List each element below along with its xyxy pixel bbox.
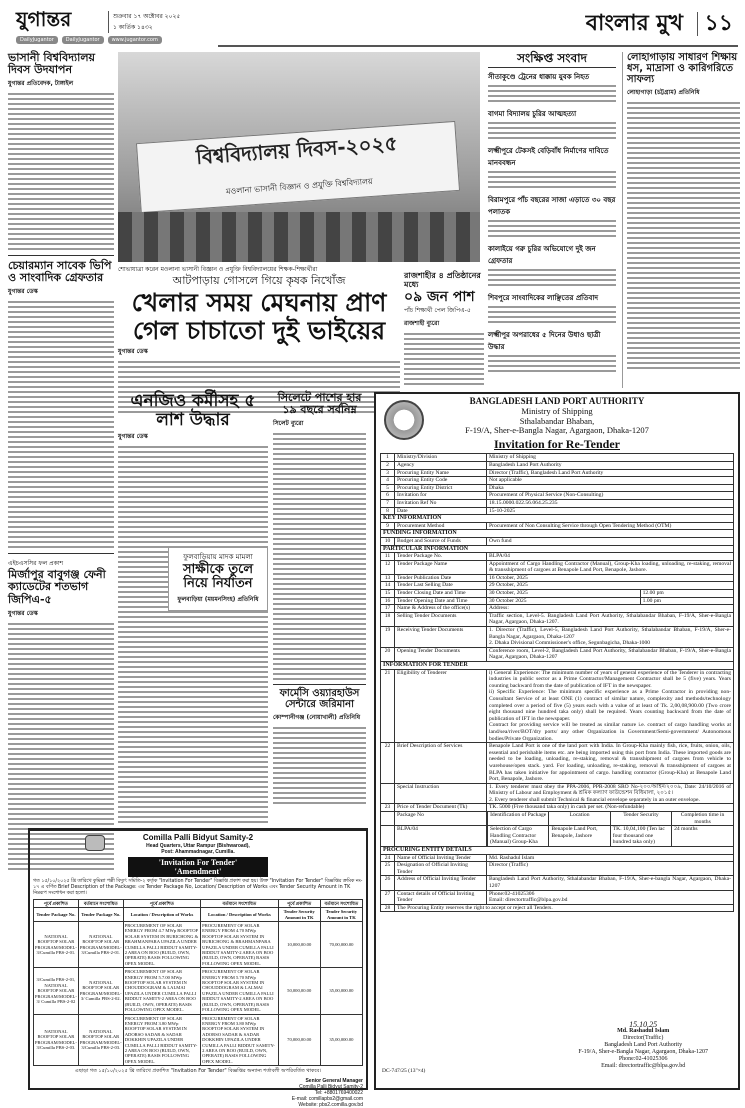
table-cell: 70,00,000.00 <box>320 922 362 968</box>
package-cell: BLPA/04 <box>395 826 487 847</box>
brief-headline: সীতাকুণ্ডে ট্রেনের ধাক্কায় যুবক নিহত <box>488 73 590 82</box>
table-cell: NATIONAL ROOFTOP SOLAR PROGRAM/MODEL-3/Cumilla PBS-2-03. <box>34 1014 79 1066</box>
row-value: Procurement of Non Consulting Service through Open Tendering Method (OTM) <box>487 522 734 530</box>
table-row <box>381 553 734 561</box>
row-label: Tender Closing Date and Time <box>395 590 487 598</box>
lead-kicker: আটপাড়ায় গোসলে গিয়ে কৃষক নিখোঁজ <box>172 274 346 287</box>
package-subtable <box>487 812 733 825</box>
row-label: Designation of Official Inviting Tender <box>395 862 487 876</box>
brief-item <box>488 145 616 191</box>
notice-title: Invitation for Re-Tender <box>494 437 620 452</box>
row-label: Tender Opening Date and Time <box>395 597 487 605</box>
row-number: 10 <box>381 537 395 545</box>
row-label: Ministry/Division <box>395 454 487 462</box>
row-label: Invitation Ref No <box>395 499 487 507</box>
row-value: 1. Director (Traffic), Level-5, Bangladesh Land Port Authority, Sthalabandar Bhaban, F-19/A, Sher-e-Bangla Nagar, Agargaon, Dhaka-1207 2. Dhaka Divisional Commissioner's office, Segunbagicha, Dhaka-1000 <box>487 627 734 648</box>
brief-list <box>488 71 616 375</box>
row-label: Procurement Method <box>395 522 487 530</box>
package-cell: Identification of Package <box>488 812 549 825</box>
story-body <box>273 431 366 681</box>
column-header: Location / Description of Works <box>123 908 200 922</box>
row-label: Price of Tender Document (Tk) <box>395 804 487 812</box>
address: Post: Ahammadnagar, Cumilla. <box>161 848 235 855</box>
byline: ফুলবাড়িয়া (ময়মনসিংহ) প্রতিনিধি <box>177 595 259 603</box>
group-header: পূর্বে প্রকাশিত <box>278 899 320 907</box>
signature-block <box>578 1021 708 1070</box>
table-row <box>381 876 734 890</box>
column-header: Location / Description of Works <box>201 908 278 922</box>
signatory-line: Tel: +8801769400022 <box>314 1090 363 1097</box>
brief-headline: শিবপুরে সাংবাদিকের লাঞ্ছিতের প্রতিবাদ <box>488 294 599 303</box>
witness-story <box>168 547 268 611</box>
row-number: 25 <box>381 862 395 876</box>
row-number: 28 <box>381 904 395 912</box>
brief-body <box>488 304 616 326</box>
story-title: লোহাগাড়ায় সাধারণ শিক্ষায় ধস, মাদ্রাসা ও কারিগরিতে সাফল্য <box>627 52 738 85</box>
row-value: 1. Every tenderer must obey the PPA-2006, PPR-2008 SRO No-২০০/আইন/২০০৯, Date: 24/10/2016 of Ministry of Labour and Employment & শ্রমিক কল্যাণ ফাউন্ডেশন বিধিমালা, ২০১৫। 2. Every tenderer shall submit Technical & financial envelope separately in an outer envelope. <box>487 783 734 804</box>
section-header: PARTICULAR INFORMATION <box>381 545 734 553</box>
row-number: 11 <box>381 553 395 561</box>
page-number: ১১ <box>697 12 733 36</box>
story-title: ফার্মেসি ওয়্যারহাউস সেন্টারে জরিমানা <box>279 688 360 711</box>
package-cell: Completion time in months <box>672 812 733 825</box>
row-label: Agency <box>395 461 487 469</box>
table-row <box>381 862 734 876</box>
row-number: 13 <box>381 574 395 582</box>
row-value: Conference room, Level-2, Bangladesh Land Port Authority, Sthalabandar Bhaban, F-19/A, Sher-e-Bangla Nagar, Agargaon, Dhaka-1207 <box>487 647 734 661</box>
table-row <box>381 454 734 462</box>
table-cell: 3/Cumilla PBS-2-01, NATIONAL ROOFTOP SOLAR PROGRAM/MODEL-3/ Cumilla PBS-2-02 <box>34 968 79 1014</box>
signatory-line: Senior General Manager <box>305 1078 363 1085</box>
header-row <box>34 908 363 922</box>
story-title: মির্জাপুর বাবুগঞ্জ ফেনী ক্যাডেটের শতভাগ জিপিএ-৫ <box>8 568 106 606</box>
cpbs-logo <box>85 835 105 851</box>
row-number: 1 <box>381 454 395 462</box>
brief-headline: বাগমা বিদ্যালয় চুরির আত্মহত্যা <box>488 110 577 119</box>
cpbs-tender-notice <box>28 828 368 1108</box>
brief-body <box>488 353 616 375</box>
group-header-row <box>34 899 363 907</box>
row-number <box>381 812 395 826</box>
table-row <box>381 612 734 626</box>
row-value: i) General Experience: The minimum number of years of general experience of the Tenderer in contracting industries in public sector as a Prime Contractor/Management Contractor shall be 5 (five) years. Years counting backward from the date of publication of IFT in the newspaper. ii) Specific Experience: The minimum specific experience as a Prime Contractor in providing non-Consultant Service of at least ONE (1) contract of similar nature, complexity and methods/technology completed over a period of five (5) years each with a value of at least of Tk. 2,00,08,900.00 (Two crore eight thousand nine hundred taka only) shall be required. Years counting backward from the date of publication of IFT in the newspaper. Contract for providing service will be treated as similar nature i.e. contract of cargo handling works at land/sea/river/BOT/dry ports/ any other Organization in Government/Semi-government/ Autonomous bodies/Private Organization. <box>487 669 734 743</box>
brief-item <box>488 71 616 105</box>
table-row <box>381 537 734 545</box>
row-value: Director (Traffic) <box>487 862 734 876</box>
story-title: চেয়ারম্যান সাবেক ভিপি ও সাংবাদিক গ্রেফতার <box>8 259 112 285</box>
divider <box>273 684 366 685</box>
row-value: 30 October 2025 <box>487 597 641 605</box>
table-row <box>381 783 734 804</box>
table-row <box>381 847 734 855</box>
story-kicker: ফুলবাড়িয়ায় মাদক মামলা <box>183 553 253 561</box>
story-title: এনজিও কর্মীসহ ৫ লাশ উদ্ধার <box>130 391 256 430</box>
table-row <box>381 492 734 500</box>
brief-body <box>488 83 616 105</box>
row-number: 27 <box>381 890 395 904</box>
row-label: Procuring Entity Name <box>395 469 487 477</box>
group-header: বর্তমানে সংশোধিত <box>201 899 278 907</box>
row-value-time: 12.00 pm <box>640 590 733 598</box>
signatory-line: Website: pbs2.comilla.gov.bd <box>298 1102 363 1108</box>
address: F-19/A, Sher-e-Bangla Nagar, Agargaon, Dhaka-1207 <box>465 425 649 436</box>
blpa-logo <box>384 400 424 440</box>
row-label: Tender Package Name <box>395 560 487 574</box>
table-row <box>381 507 734 515</box>
rajshahi-story <box>404 272 484 386</box>
row-number: 23 <box>381 804 395 812</box>
table-row <box>34 1014 363 1066</box>
table-cell: 35,00,000.00 <box>320 968 362 1014</box>
story-title: ভাসানী বিশ্ববিদ্যালয় দিবস উদযাপন <box>8 51 96 77</box>
row-value: 16 October, 2025 <box>487 574 734 582</box>
table-cell: NATIONAL ROOFTOP SOLAR PROGRAM/MODEL-3/ Cumilla PBS-2-02. <box>78 968 123 1014</box>
row-value: The Procuring Entity reserves the right to accept or reject all Tenders. <box>395 904 734 912</box>
brief-body <box>488 120 616 142</box>
row-label: Opening Tender Documents <box>395 647 487 661</box>
newspaper-logo: যুগান্তর <box>16 7 72 31</box>
section-header: PROCURING ENTITY DETAILS <box>381 847 734 855</box>
table-row <box>381 804 734 812</box>
row-label: Special Instruction <box>395 783 487 804</box>
byline: যুগান্তর ডেস্ক <box>8 609 38 617</box>
table-cell: 50,000,00.00 <box>278 968 320 1014</box>
table-row <box>34 922 363 968</box>
group-header: পূর্বে প্রকাশিত <box>123 899 200 907</box>
row-number: 15 <box>381 590 395 598</box>
table-row <box>381 605 734 613</box>
signatory-email: Email: directortraffic@blpa.gov.bd <box>601 1063 686 1069</box>
row-label: Brief Description of Services <box>395 743 487 784</box>
package-row <box>381 826 734 847</box>
blpa-tender-notice <box>374 392 740 1090</box>
byline: যুগান্তর ডেস্ক <box>8 288 38 296</box>
edition-date <box>108 11 180 33</box>
story-body <box>8 91 114 251</box>
signatory-phone: Phone:02-41025306 <box>618 1056 668 1062</box>
package-cell <box>487 812 734 826</box>
row-label: Receiving Tender Documents <box>395 627 487 648</box>
section-header: INFORMATION FOR TENDER <box>381 662 734 670</box>
twitter-link[interactable]: DailyJugantor <box>62 36 104 44</box>
row-number: 20 <box>381 647 395 661</box>
photo-caption: শোভাযাত্রা করেন মওলানা ভাসানী বিজ্ঞান ও প্রযুক্তি বিশ্ববিদ্যালয়ের শিক্ষক-শিক্ষার্থীরা <box>118 266 318 273</box>
brief-item <box>488 243 616 289</box>
brief-news <box>488 52 616 388</box>
row-number: 8 <box>381 507 395 515</box>
package-cell: TK. 10,04,100 (Ten lac four thousand one hundred taka only) <box>610 826 671 846</box>
table-row <box>381 545 734 553</box>
column-header: Tender Package No. <box>34 908 79 922</box>
story-body <box>404 331 484 386</box>
row-number <box>381 826 395 847</box>
row-value: Not applicable <box>487 477 734 485</box>
story-title: ০৯ জন পাশ <box>404 288 475 305</box>
crowd <box>118 212 480 262</box>
brief-title: সংক্ষিপ্ত সংবাদ <box>488 52 616 68</box>
notice-title-line: 'Invitation For Tender' <box>158 857 238 867</box>
table-row <box>381 854 734 862</box>
story-kicker: এইচএসসির ফল প্রকাশ <box>8 560 64 568</box>
row-value: Bangladesh Land Port Authority, Sthalabandar Bhaban, F-19/A, Sher-e-bangla Nagar, Agargaon, Dhaka-1207 <box>487 876 734 890</box>
story-body <box>627 100 740 370</box>
table-row <box>34 968 363 1014</box>
signatory-designation: Director(Traffic) <box>623 1035 664 1041</box>
date-bangla: ১ কার্তিক ১৪৩২ <box>113 24 153 31</box>
package-cell <box>487 826 734 847</box>
package-subtable <box>487 826 733 846</box>
row-value: BLPA/04 <box>487 553 734 561</box>
lead-headline: খেলার সময় মেঘনায় প্রাণ গেল চাচাতো দুই ভাইয়ের <box>131 288 387 345</box>
row-label: Date <box>395 507 487 515</box>
byline: সিলেট ব্যুরো <box>273 420 304 428</box>
row-number: 14 <box>381 582 395 590</box>
byline: লোহাগাড়া (চট্টগ্রাম) প্রতিনিধি <box>627 89 700 96</box>
table-row <box>381 743 734 784</box>
signatory-line: Comilla Palli Bidyut Samity-2 <box>299 1084 363 1091</box>
row-number: 9 <box>381 522 395 530</box>
table-cell: PROCUREMENT OF SOLAR ENERGY FROM 3.80 MWp ROOFTOP SOLAR SYSTEM IN ADORSO SADAR & SADAR DOKKHIN UPAZILA UNDER CUMILLA PALLI BIDDUT SAMITY-2 AREA ON BOO (BUILD, OWN, OPERATE) BASIS FOLLOWING OPEX MODEL. <box>201 1014 278 1066</box>
row-number: 26 <box>381 876 395 890</box>
row-label: Procuring Entity Code <box>395 477 487 485</box>
package-cell: Tender Security <box>610 812 671 825</box>
row-number: 22 <box>381 743 395 784</box>
row-label: Selling Tender Documents <box>395 612 487 626</box>
row-number: 4 <box>381 477 395 485</box>
row-label: Contact details of Official Inviting Tender <box>395 890 487 904</box>
row-number: 3 <box>381 469 395 477</box>
group-header: বর্তমানে সংশোধিত <box>78 899 123 907</box>
brief-headline: লক্ষ্মীপুর অপরাধের ৫ দিনের উধাও ছাত্রী উদ্ধার <box>488 331 601 352</box>
row-label: Name of Official Inviting Tender <box>395 854 487 862</box>
story-subtitle: পাঁচ শিক্ষার্থী পেল জিপিএ-৫ <box>404 306 471 314</box>
brief-item <box>488 194 616 240</box>
table-cell: 10,000,00.00 <box>278 922 320 968</box>
table-cell: PROCUREMENT OF SOLAR ENERGY FROM 4.7 MWp ROOFTOP SOLAR SYSTEM IN BURICHONG & BRAHMANPARA UPAZILA UNDER CUMILLA PALLI BIDDUT SAMITY-2 AREA ON BOO (BUILD, OWN, OPERATE) BASIS FOLLOWING OPEX MODEL. <box>123 922 200 968</box>
table-row <box>381 904 734 912</box>
group-header: বর্তমানে সংশোধিত <box>320 899 362 907</box>
table-row <box>381 627 734 648</box>
byline: যুগান্তর ডেস্ক <box>118 348 148 356</box>
website-link[interactable]: www.jugantor.com <box>108 36 162 44</box>
row-value: 29 October, 2025 <box>487 582 734 590</box>
table-row <box>381 522 734 530</box>
brief-headline: লক্ষ্মীপুরে টেকসই বেড়িবাঁধ নির্মাণের দাবিতে মানববন্ধন <box>488 147 609 168</box>
row-label: Tender Last Selling Date <box>395 582 487 590</box>
row-value: Ministry of Shipping <box>487 454 734 462</box>
photo-banner <box>136 121 460 213</box>
byline: কোম্পানীগঞ্জ (নোয়াখালী) প্রতিনিধি <box>273 714 361 722</box>
row-value: Benapole Land Port is one of the land port with India. In Group-Kha mainly fish, rice, fruits, onion, oils, essential and perishable items etc. are being imported using this port from India. These imported goods are needed to be loading, unloading, re-staking, removal & transshipment of cargoes from vehicle to warehouse/open stack. yard. For loading, unloading, re-staking, removal & transshipment of cargoes at BLPA has taken initiative for appointment of cargo. handling contractor (Group-Kha) at Benapole Land Port, Benapole, Jashore. <box>487 743 734 784</box>
lead-photo <box>118 52 480 262</box>
table-row <box>381 574 734 582</box>
row-value: 15-10-2025 <box>487 507 734 515</box>
ministry: Ministry of Shipping <box>521 405 593 416</box>
row-value-time: 1.00 pm <box>640 597 733 605</box>
row-label: Budget and Source of Funds <box>395 537 487 545</box>
row-label: Invitation for <box>395 492 487 500</box>
notice-title-line: 'Amendment' <box>174 866 222 876</box>
table-cell: NATIONAL ROOFTOP SOLAR PROGRAM/MODEL-3/Cumilla PBS-2-01. <box>34 922 79 968</box>
tender-table <box>380 453 734 912</box>
row-number: 17 <box>381 605 395 613</box>
brief-body <box>488 218 616 240</box>
table-cell: PROCUREMENT OF SOLAR ENERGY FROM 5.7.00 MWp ROOFTOP SOLAR SYSTEM IN CHOUDDOGRAM & LALMAI UPAZILA UNDER CUMILLA PALLI BIDDUT SAMITY-2 AREA ON BOO (BUILD, OWN, OPERATE) BASIS FOLLOWING OPEX MODEL. <box>123 968 200 1014</box>
row-value: Director (Traffic), Bangladesh Land Port Authority <box>487 469 734 477</box>
row-value: Procurement of Physical Service (Non-Consulting) <box>487 492 734 500</box>
group-header: পূর্বে প্রকাশিত <box>34 899 79 907</box>
byline: যুগান্তর প্রতিবেদক, টাঙ্গাইল <box>8 80 74 88</box>
row-number: 7 <box>381 499 395 507</box>
row-value: Traffic section, Level-5. Bangladesh Land Port Authority, Sthalabandar Bhaban, F-19/A, Sher-e-Bangla Nagar, Agargaon, Dhaka-1207. <box>487 612 734 626</box>
table-cell: NATIONAL ROOFTOP SOLAR PROGRAM/MODEL-3/Cumilla PBS-2-01. <box>78 922 123 968</box>
package-row <box>381 812 734 826</box>
signature: 15.10.25 <box>629 1020 658 1030</box>
table-cell: PROCUREMENT OF SOLAR ENERGY FROM 5.70 MWp ROOFTOP SOLAR SYSTEM IN CHOUDDOGRAM & LALMAI UPAZILA UNDER CUMILLA PALLI BIDDUT SAMITY-2 AREA ON BOO (BUILD, OWN, OPERATE) BASIS FOLLOWING OPEX MODEL. <box>201 968 278 1014</box>
brief-body <box>488 267 616 289</box>
column-header: Tender Security Amount in TK <box>320 908 362 922</box>
ad-code: DC-747/25 (13"×4) <box>382 1068 426 1074</box>
section-header: KEY INFORMATION <box>381 515 734 523</box>
row-label: Address of Official Inviting Tender <box>395 876 487 890</box>
table-cell: 70,000,00.00 <box>278 1014 320 1066</box>
table-row <box>381 890 734 904</box>
table-row <box>381 469 734 477</box>
row-number: 18 <box>381 612 395 626</box>
table-row <box>381 477 734 485</box>
story-title: সাক্ষীকে তুলে নিয়ে নির্যাতন <box>182 562 254 592</box>
row-value: Dhaka <box>487 484 734 492</box>
divider <box>8 255 114 256</box>
column-header: Tender Security Amount in TK <box>278 908 320 922</box>
lohagara-story <box>622 52 740 388</box>
org-name: Comilla Palli Bidyut Samity-2 <box>142 833 254 842</box>
story-body <box>118 444 268 824</box>
row-value: TK. 5000 (Five thousand taka only) in cash per set. (Non-refundable) <box>487 804 734 812</box>
row-number: 24 <box>381 854 395 862</box>
row-value: Md. Rashadul Islam <box>487 854 734 862</box>
byline: যুগান্তর ডেস্ক <box>118 433 148 441</box>
org-name: BANGLADESH LAND PORT AUTHORITY <box>469 396 645 406</box>
row-value: Appointment of Cargo Handling Contractor (Manual), Group-Kha loading, unloading, re-staking, removal & transshipment of cargoes at Benapole Land Port, Benapole, Jashore. <box>487 560 734 574</box>
row-value: Address: <box>487 605 734 613</box>
table-row <box>381 669 734 743</box>
section-title: বাংলার মুখ <box>585 11 683 36</box>
table-row <box>381 499 734 507</box>
package-cell: Selection of Cargo Handling Contractor (Manual) Group-Kha <box>488 826 549 846</box>
signatory-line: E-mail: comillapbs2@gmail.com <box>291 1096 363 1103</box>
banner-subtext: মওলানা ভাসানী বিজ্ঞান ও প্রযুক্তি বিশ্ববিদ্যালয় <box>225 176 373 197</box>
story-body <box>273 725 366 805</box>
brief-item <box>488 329 616 375</box>
brief-item <box>488 108 616 142</box>
footer-note: এছাড়া গত ১৫/১০/২০২৫ খ্রি তারিখে প্রকাশিত "Invitation For Tender" বিজ্ঞপ্তির অন্যান্য শর্তাবলী অপরিবর্তিত থাকবে। <box>74 1068 322 1075</box>
row-value: 18.15.0000.022.56.064.25.235 <box>487 499 734 507</box>
column-header: Tender Package No. <box>78 908 123 922</box>
brief-item <box>488 292 616 326</box>
table-row <box>381 560 734 574</box>
amendment-table <box>33 899 363 1066</box>
story-title: সিলেটে পাশের হার ১৯ বছরে সর্বনিম্ন <box>277 391 362 417</box>
row-number: 16 <box>381 597 395 605</box>
sylhet-story <box>273 392 366 805</box>
byline: রাজশাহী ব্যুরো <box>404 319 440 327</box>
table-row <box>381 530 734 538</box>
notice-intro: গত ১৫/১০/২০২৫ খ্রি তারিখে কুমিল্লা পল্লী বিদ্যুৎ সমিতি-২ কর্তৃক "Invitation For Tender" বিজ্ঞপ্তি প্রকাশ করা হয়। উক্ত "Invitation For Tender" বিজ্ঞপ্তির ক্রমিক নং- ১৭ এ বর্ণিত Brief Description of the Package: এর Tender Package No, Location/ Description of Works এবং Tender Security Amount in TK নিম্নরূপ সংশোধন করা হলো। <box>33 878 363 896</box>
table-row <box>381 590 734 598</box>
notice-title <box>128 857 268 877</box>
building: Sthalabandar Bhaban, <box>519 415 595 426</box>
row-label: Tender Package No. <box>395 553 487 561</box>
social-links <box>16 36 162 44</box>
row-number: 2 <box>381 461 395 469</box>
row-label: Name & Address of the office(s) <box>395 605 487 613</box>
date-gregorian: শুক্রবার ১৭ অক্টোবর ২০২৫ <box>113 13 181 20</box>
row-number: 6 <box>381 492 395 500</box>
row-label: Procuring Entity District <box>395 484 487 492</box>
banner-text: বিশ্ববিদ্যালয় দিবস-২০২৫ <box>195 131 399 170</box>
left-column <box>8 52 114 822</box>
story-body <box>8 299 114 549</box>
signatory-name: Md. Rashadul Islam <box>617 1028 670 1035</box>
table-row <box>381 461 734 469</box>
row-value: Bangladesh Land Port Authority <box>487 461 734 469</box>
table-cell: PROCUREMENT OF SOLAR ENERGY FROM 3.80 MWp ROOFTOP SOLAR SYSTEM IN ADORSO SADAR & SADAR DOKKHIN UPAZILA UNDER CUMILLA PALLI BIDDUT SAMITY-2 AREA ON BOO (BUILD, OWN, OPERATE) BASIS FOLLOWING OPEX MODEL. <box>123 1014 200 1066</box>
package-cell: 24 months <box>672 826 733 846</box>
package-cell: Benapole Land Port, Benapole, Jashore <box>549 826 610 846</box>
row-value: Phone:02-41025306 Email: directortraffic@blpa.gov.bd <box>487 890 734 904</box>
address: Head Quarters, Uttar Rampur (Bishwaroad), <box>146 842 250 849</box>
story-kicker: রাজশাহীর ৪ প্রতিষ্ঠানের মধ্যে <box>404 271 481 289</box>
brief-headline: কালাইয়ে গরু চুরির অভিযোগে দুই জন গ্রেফতার <box>488 245 596 266</box>
signature-block <box>33 1078 363 1108</box>
section-header: FUNDING INFORMATION <box>381 530 734 538</box>
package-cell: Location <box>549 812 610 825</box>
divider <box>8 553 114 554</box>
brief-headline: বিরামপুরে পাঁচ বছরের সাজা এড়াতে ৩০ বছর পলাতক <box>488 196 616 217</box>
signatory-org: Bangladesh Land Port Authority <box>604 1042 683 1048</box>
table-cell: PROCUREMENT OF SOLAR ENERGY FROM 4.70 MWp ROOFTOP SOLAR SYSTEM IN BURICHONG & BRAHMANPARA UPAZILA UNDER CUMILLA PALLI BIDDUT SAMITY-2 AREA ON BOO (BUILD, OWN, OPERATE) BASIS FOLLOWING OPEX MODEL. <box>201 922 278 968</box>
signatory-address: F-19/A, Sher-e-Bangla Nagar, Agargaon, Dhaka-1207 <box>578 1049 708 1055</box>
row-label: Tender Publication Date <box>395 574 487 582</box>
row-number: 21 <box>381 669 395 743</box>
row-value: 30 October, 2025 <box>487 590 641 598</box>
row-number: 5 <box>381 484 395 492</box>
table-row <box>381 582 734 590</box>
middle-stories <box>118 392 366 822</box>
header-rule <box>218 45 738 47</box>
table-row <box>381 597 734 605</box>
row-number: 12 <box>381 560 395 574</box>
masthead <box>8 8 738 48</box>
package-cell: Package No <box>395 812 487 826</box>
row-value: Own fund <box>487 537 734 545</box>
table-row <box>381 484 734 492</box>
row-number <box>381 783 395 804</box>
table-row <box>381 662 734 670</box>
facebook-link[interactable]: DailyJugantor <box>16 36 58 44</box>
table-cell: 35,00,000.00 <box>320 1014 362 1066</box>
table-row <box>381 647 734 661</box>
table-row <box>381 515 734 523</box>
brief-body <box>488 169 616 191</box>
row-number: 19 <box>381 627 395 648</box>
table-cell: NATIONAL ROOFTOP SOLAR PROGRAM/MODEL-3/Cumilla PBS-2-03. <box>78 1014 123 1066</box>
row-label: Eligibility of Tenderer <box>395 669 487 743</box>
